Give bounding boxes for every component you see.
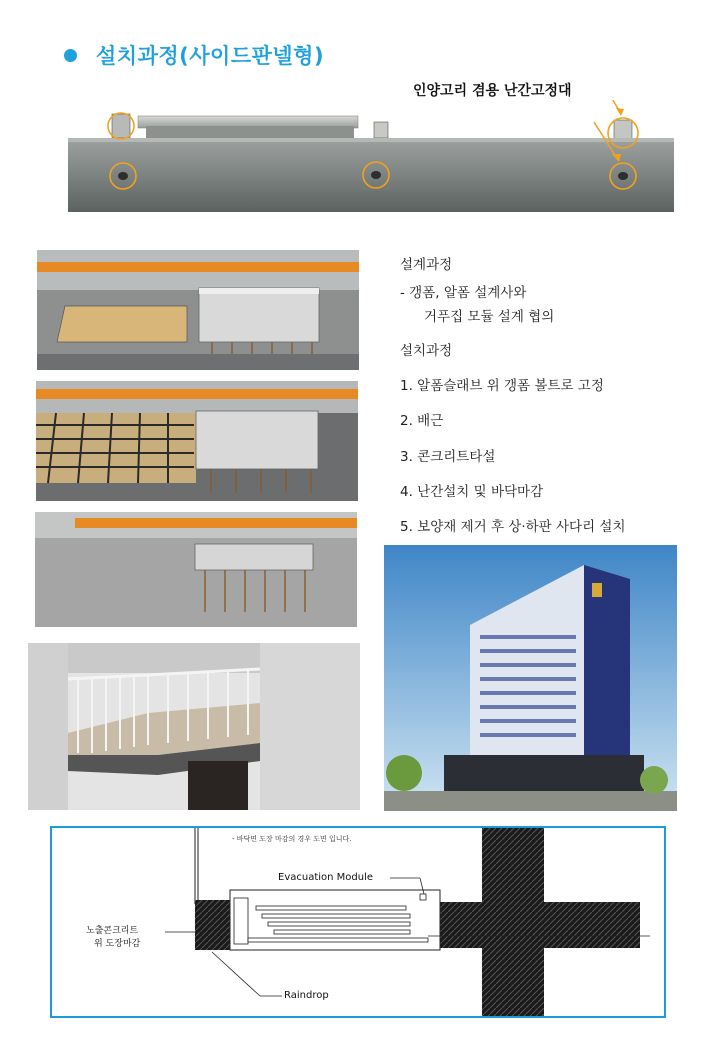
bullet-dot-icon xyxy=(64,49,77,62)
label-paint-finish-2: 위 도장마감 xyxy=(94,939,141,949)
top-panel-photo xyxy=(66,100,678,215)
step-1: 1. 알폼슬래브 위 갱폼 볼트로 고정 xyxy=(400,378,604,394)
label-raindrop: Raindrop xyxy=(284,990,329,1001)
design-line-1: - 갱폼, 알폼 설계사와 xyxy=(400,285,527,301)
install-heading: 설치과정 xyxy=(400,343,453,359)
section-drawing xyxy=(50,826,666,1018)
section-title: 설치과정(사이드판넬형) xyxy=(96,44,325,68)
step-photo-2 xyxy=(36,381,358,501)
design-line-2: 거푸집 모듈 설계 협의 xyxy=(424,309,555,325)
label-evacuation-module: Evacuation Module xyxy=(278,872,374,883)
callout-lifting-hook: 인양고리 겸용 난간고정대 xyxy=(413,83,572,99)
step-photo-3 xyxy=(35,512,357,627)
building-render xyxy=(384,545,677,811)
label-paint-finish-1: 노출콘크리트 xyxy=(86,926,139,936)
step-5: 5. 보양재 제거 후 상·하판 사다리 설치 xyxy=(400,519,626,535)
step-3: 3. 콘크리트타설 xyxy=(400,449,496,465)
step-2: 2. 배근 xyxy=(400,413,444,429)
step-photo-1 xyxy=(37,250,359,370)
section-drawing-lines xyxy=(52,828,664,1016)
drawing-note: - 바닥면 도장 마감의 경우 도면 입니다. xyxy=(232,835,352,843)
balcony-render xyxy=(28,643,360,810)
design-heading: 설계과정 xyxy=(400,257,453,273)
step-4: 4. 난간설치 및 바닥마감 xyxy=(400,484,544,500)
